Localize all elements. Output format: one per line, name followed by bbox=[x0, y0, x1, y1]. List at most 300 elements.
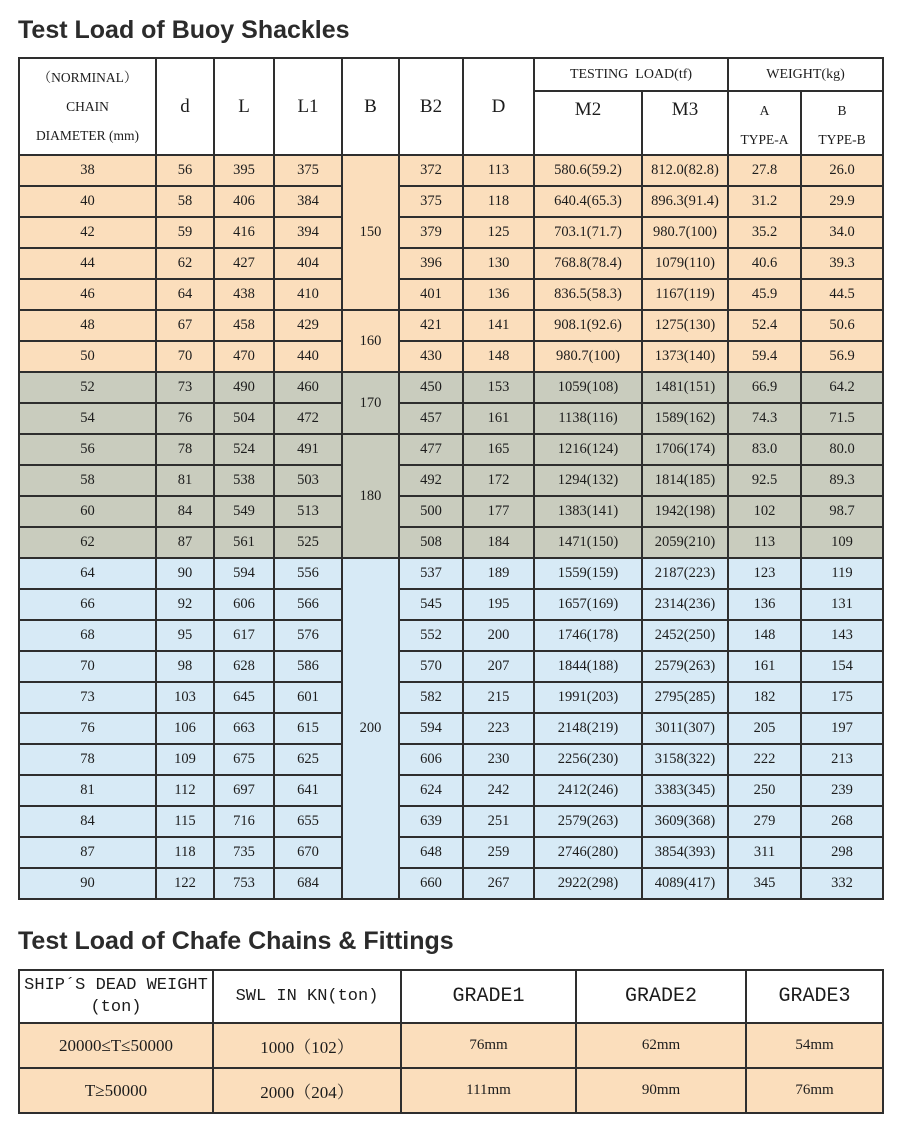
cell-b2: 606 bbox=[399, 744, 463, 775]
cell-l: 470 bbox=[214, 341, 274, 372]
cell-m3: 3158(322) bbox=[642, 744, 728, 775]
cell-d-cap: 184 bbox=[463, 527, 534, 558]
cell-d: 56 bbox=[156, 155, 214, 186]
cell-grade1: 111mm bbox=[401, 1068, 576, 1113]
cell-b-merged: 160 bbox=[342, 310, 399, 372]
cell-m2: 1059(108) bbox=[534, 372, 642, 403]
cell-weight-a: 279 bbox=[728, 806, 801, 837]
header-weight: WEIGHT(kg) bbox=[728, 58, 883, 91]
cell-l1: 440 bbox=[274, 341, 342, 372]
chafe-table-title: Test Load of Chafe Chains & Fittings bbox=[18, 927, 454, 955]
cell-weight-b: 64.2 bbox=[801, 372, 883, 403]
header-l1: L1 bbox=[274, 58, 342, 155]
cell-m2: 1216(124) bbox=[534, 434, 642, 465]
cell-weight-a: 52.4 bbox=[728, 310, 801, 341]
header-d: d bbox=[156, 58, 214, 155]
cell-weight-b: 143 bbox=[801, 620, 883, 651]
cell-l: 395 bbox=[214, 155, 274, 186]
cell-weight-b: 332 bbox=[801, 868, 883, 899]
cell-weight-a: 92.5 bbox=[728, 465, 801, 496]
header-d-cap: D bbox=[463, 58, 534, 155]
buoy-row bbox=[19, 465, 883, 496]
cell-chain-diameter: 42 bbox=[19, 217, 156, 248]
cell-weight-b: 119 bbox=[801, 558, 883, 589]
cell-weight-b: 26.0 bbox=[801, 155, 883, 186]
cell-weight-a: 205 bbox=[728, 713, 801, 744]
cell-weight-a: 182 bbox=[728, 682, 801, 713]
cell-weight-a: 136 bbox=[728, 589, 801, 620]
cell-l1: 513 bbox=[274, 496, 342, 527]
cell-grade2: 90mm bbox=[576, 1068, 746, 1113]
header-ship-dead-weight bbox=[19, 970, 213, 1023]
cell-m3: 3383(345) bbox=[642, 775, 728, 806]
buoy-row bbox=[19, 806, 883, 837]
cell-m3: 1079(110) bbox=[642, 248, 728, 279]
cell-d-cap: 148 bbox=[463, 341, 534, 372]
cell-b2: 421 bbox=[399, 310, 463, 341]
cell-l: 753 bbox=[214, 868, 274, 899]
buoy-row bbox=[19, 403, 883, 434]
cell-weight-b: 131 bbox=[801, 589, 883, 620]
cell-chain-diameter: 56 bbox=[19, 434, 156, 465]
cell-d: 95 bbox=[156, 620, 214, 651]
cell-d-cap: 130 bbox=[463, 248, 534, 279]
cell-l: 594 bbox=[214, 558, 274, 589]
cell-d-cap: 153 bbox=[463, 372, 534, 403]
cell-m3: 3011(307) bbox=[642, 713, 728, 744]
cell-d: 106 bbox=[156, 713, 214, 744]
cell-d-cap: 177 bbox=[463, 496, 534, 527]
cell-d: 76 bbox=[156, 403, 214, 434]
cell-d: 78 bbox=[156, 434, 214, 465]
cell-l: 735 bbox=[214, 837, 274, 868]
cell-m2: 1657(169) bbox=[534, 589, 642, 620]
cell-l1: 375 bbox=[274, 155, 342, 186]
cell-weight-a: 66.9 bbox=[728, 372, 801, 403]
header-l: L bbox=[214, 58, 274, 155]
cell-chain-diameter: 70 bbox=[19, 651, 156, 682]
cell-b2: 430 bbox=[399, 341, 463, 372]
cell-weight-a: 31.2 bbox=[728, 186, 801, 217]
cell-b2: 477 bbox=[399, 434, 463, 465]
cell-weight-a: 74.3 bbox=[728, 403, 801, 434]
cell-m3: 3609(368) bbox=[642, 806, 728, 837]
cell-m3: 1589(162) bbox=[642, 403, 728, 434]
cell-weight-b: 98.7 bbox=[801, 496, 883, 527]
cell-b-merged: 180 bbox=[342, 434, 399, 558]
cell-l: 524 bbox=[214, 434, 274, 465]
cell-l1: 394 bbox=[274, 217, 342, 248]
cell-chain-diameter: 87 bbox=[19, 837, 156, 868]
buoy-row bbox=[19, 837, 883, 868]
header-b-type: TYPE-B bbox=[818, 132, 866, 147]
cell-d: 73 bbox=[156, 372, 214, 403]
cell-grade3: 54mm bbox=[746, 1023, 883, 1068]
cell-chain-diameter: 76 bbox=[19, 713, 156, 744]
cell-chain-diameter: 46 bbox=[19, 279, 156, 310]
cell-l: 406 bbox=[214, 186, 274, 217]
cell-weight-b: 34.0 bbox=[801, 217, 883, 248]
cell-weight-b: 109 bbox=[801, 527, 883, 558]
cell-m3: 1275(130) bbox=[642, 310, 728, 341]
cell-d: 87 bbox=[156, 527, 214, 558]
cell-d-cap: 230 bbox=[463, 744, 534, 775]
buoy-row bbox=[19, 558, 883, 589]
buoy-row bbox=[19, 248, 883, 279]
cell-chain-diameter: 73 bbox=[19, 682, 156, 713]
cell-d: 84 bbox=[156, 496, 214, 527]
buoy-row bbox=[19, 868, 883, 899]
cell-b2: 582 bbox=[399, 682, 463, 713]
cell-weight-a: 222 bbox=[728, 744, 801, 775]
cell-d-cap: 172 bbox=[463, 465, 534, 496]
cell-d-cap: 165 bbox=[463, 434, 534, 465]
cell-m2: 1559(159) bbox=[534, 558, 642, 589]
header-chain-line3: DIAMETER (mm) bbox=[35, 128, 140, 143]
cell-weight-a: 345 bbox=[728, 868, 801, 899]
buoy-row bbox=[19, 341, 883, 372]
cell-l: 716 bbox=[214, 806, 274, 837]
cell-l1: 460 bbox=[274, 372, 342, 403]
header-b: B bbox=[342, 58, 399, 155]
cell-m2: 1294(132) bbox=[534, 465, 642, 496]
cell-l1: 525 bbox=[274, 527, 342, 558]
cell-m2: 2256(230) bbox=[534, 744, 642, 775]
cell-m2: 908.1(92.6) bbox=[534, 310, 642, 341]
cell-l1: 615 bbox=[274, 713, 342, 744]
header-a-type: TYPE-A bbox=[740, 132, 789, 147]
cell-l: 458 bbox=[214, 310, 274, 341]
chafe-table-body bbox=[19, 1023, 883, 1113]
cell-chain-diameter: 54 bbox=[19, 403, 156, 434]
cell-m2: 1471(150) bbox=[534, 527, 642, 558]
cell-chain-diameter: 60 bbox=[19, 496, 156, 527]
buoy-row bbox=[19, 186, 883, 217]
cell-m2: 768.8(78.4) bbox=[534, 248, 642, 279]
header-type-b bbox=[801, 91, 883, 155]
cell-weight-b: 213 bbox=[801, 744, 883, 775]
cell-chain-diameter: 40 bbox=[19, 186, 156, 217]
header-type-a bbox=[728, 91, 801, 155]
cell-b2: 537 bbox=[399, 558, 463, 589]
cell-weight-b: 239 bbox=[801, 775, 883, 806]
cell-chain-diameter: 78 bbox=[19, 744, 156, 775]
buoy-header-row-1 bbox=[19, 58, 883, 91]
buoy-table-body bbox=[19, 155, 883, 899]
cell-d: 59 bbox=[156, 217, 214, 248]
cell-b2: 375 bbox=[399, 186, 463, 217]
cell-d-cap: 118 bbox=[463, 186, 534, 217]
cell-m2: 980.7(100) bbox=[534, 341, 642, 372]
chafe-row bbox=[19, 1023, 883, 1068]
cell-chain-diameter: 90 bbox=[19, 868, 156, 899]
cell-b2: 500 bbox=[399, 496, 463, 527]
cell-d-cap: 223 bbox=[463, 713, 534, 744]
header-swl: SWL IN KN(ton) bbox=[213, 970, 401, 1023]
cell-chain-diameter: 58 bbox=[19, 465, 156, 496]
cell-l: 697 bbox=[214, 775, 274, 806]
cell-m2: 836.5(58.3) bbox=[534, 279, 642, 310]
chafe-row bbox=[19, 1068, 883, 1113]
buoy-row bbox=[19, 651, 883, 682]
cell-grade1: 76mm bbox=[401, 1023, 576, 1068]
buoy-row bbox=[19, 155, 883, 186]
buoy-row bbox=[19, 217, 883, 248]
cell-b2: 372 bbox=[399, 155, 463, 186]
cell-m3: 2314(236) bbox=[642, 589, 728, 620]
cell-l: 645 bbox=[214, 682, 274, 713]
header-b-letter: B bbox=[837, 103, 847, 118]
cell-chain-diameter: 81 bbox=[19, 775, 156, 806]
header-chain-line2: CHAIN bbox=[66, 98, 109, 114]
cell-l1: 576 bbox=[274, 620, 342, 651]
buoy-row bbox=[19, 589, 883, 620]
cell-l1: 491 bbox=[274, 434, 342, 465]
header-testing-load: TESTING LOAD(tf) bbox=[534, 58, 728, 91]
cell-m2: 1844(188) bbox=[534, 651, 642, 682]
cell-d: 67 bbox=[156, 310, 214, 341]
cell-m3: 812.0(82.8) bbox=[642, 155, 728, 186]
cell-weight-b: 71.5 bbox=[801, 403, 883, 434]
chafe-chains-table bbox=[18, 969, 884, 1114]
cell-b2: 648 bbox=[399, 837, 463, 868]
cell-d: 122 bbox=[156, 868, 214, 899]
header-a-letter: A bbox=[759, 103, 770, 118]
cell-weight-a: 161 bbox=[728, 651, 801, 682]
cell-weight-a: 148 bbox=[728, 620, 801, 651]
cell-m3: 980.7(100) bbox=[642, 217, 728, 248]
cell-d-cap: 141 bbox=[463, 310, 534, 341]
cell-chain-diameter: 68 bbox=[19, 620, 156, 651]
cell-chain-diameter: 62 bbox=[19, 527, 156, 558]
cell-b-merged: 170 bbox=[342, 372, 399, 434]
header-m3: M3 bbox=[642, 91, 728, 155]
cell-l: 427 bbox=[214, 248, 274, 279]
cell-b2: 594 bbox=[399, 713, 463, 744]
cell-l1: 503 bbox=[274, 465, 342, 496]
cell-b2: 660 bbox=[399, 868, 463, 899]
cell-m3: 2187(223) bbox=[642, 558, 728, 589]
cell-d-cap: 207 bbox=[463, 651, 534, 682]
cell-d: 64 bbox=[156, 279, 214, 310]
cell-m3: 2579(263) bbox=[642, 651, 728, 682]
cell-l1: 655 bbox=[274, 806, 342, 837]
buoy-row bbox=[19, 682, 883, 713]
cell-l1: 601 bbox=[274, 682, 342, 713]
header-grade3: GRADE3 bbox=[746, 970, 883, 1023]
cell-b2: 401 bbox=[399, 279, 463, 310]
cell-chain-diameter: 44 bbox=[19, 248, 156, 279]
buoy-row bbox=[19, 775, 883, 806]
header-grade2: GRADE2 bbox=[576, 970, 746, 1023]
cell-weight-a: 83.0 bbox=[728, 434, 801, 465]
buoy-row bbox=[19, 620, 883, 651]
cell-d: 70 bbox=[156, 341, 214, 372]
cell-d: 81 bbox=[156, 465, 214, 496]
cell-d: 58 bbox=[156, 186, 214, 217]
cell-d: 98 bbox=[156, 651, 214, 682]
cell-m2: 1383(141) bbox=[534, 496, 642, 527]
cell-l: 549 bbox=[214, 496, 274, 527]
cell-dead-weight: 20000≤T≤50000 bbox=[19, 1023, 213, 1068]
cell-d-cap: 200 bbox=[463, 620, 534, 651]
cell-weight-a: 102 bbox=[728, 496, 801, 527]
header-b2: B2 bbox=[399, 58, 463, 155]
cell-dead-weight: T≥50000 bbox=[19, 1068, 213, 1113]
cell-d-cap: 195 bbox=[463, 589, 534, 620]
cell-weight-a: 123 bbox=[728, 558, 801, 589]
header-ship-line1: SHIP´S DEAD WEIGHT bbox=[24, 976, 208, 996]
cell-m2: 580.6(59.2) bbox=[534, 155, 642, 186]
cell-m2: 2746(280) bbox=[534, 837, 642, 868]
cell-d: 62 bbox=[156, 248, 214, 279]
cell-l: 538 bbox=[214, 465, 274, 496]
cell-chain-diameter: 84 bbox=[19, 806, 156, 837]
cell-d-cap: 161 bbox=[463, 403, 534, 434]
cell-m2: 2579(263) bbox=[534, 806, 642, 837]
cell-weight-a: 311 bbox=[728, 837, 801, 868]
cell-chain-diameter: 64 bbox=[19, 558, 156, 589]
cell-l: 663 bbox=[214, 713, 274, 744]
cell-weight-a: 27.8 bbox=[728, 155, 801, 186]
cell-weight-a: 35.2 bbox=[728, 217, 801, 248]
cell-l: 628 bbox=[214, 651, 274, 682]
cell-b2: 545 bbox=[399, 589, 463, 620]
cell-b2: 396 bbox=[399, 248, 463, 279]
cell-m3: 1942(198) bbox=[642, 496, 728, 527]
cell-m2: 1138(116) bbox=[534, 403, 642, 434]
cell-l: 504 bbox=[214, 403, 274, 434]
cell-m2: 2922(298) bbox=[534, 868, 642, 899]
cell-l: 675 bbox=[214, 744, 274, 775]
cell-weight-b: 44.5 bbox=[801, 279, 883, 310]
cell-weight-a: 250 bbox=[728, 775, 801, 806]
header-chain-line1: （NORMINAL） bbox=[37, 69, 138, 85]
cell-weight-b: 29.9 bbox=[801, 186, 883, 217]
cell-l1: 384 bbox=[274, 186, 342, 217]
cell-m3: 1814(185) bbox=[642, 465, 728, 496]
cell-weight-a: 113 bbox=[728, 527, 801, 558]
cell-l1: 670 bbox=[274, 837, 342, 868]
cell-d: 112 bbox=[156, 775, 214, 806]
cell-b2: 552 bbox=[399, 620, 463, 651]
cell-m3: 896.3(91.4) bbox=[642, 186, 728, 217]
cell-l1: 641 bbox=[274, 775, 342, 806]
cell-m3: 1167(119) bbox=[642, 279, 728, 310]
cell-grade2: 62mm bbox=[576, 1023, 746, 1068]
cell-b2: 624 bbox=[399, 775, 463, 806]
header-grade1: GRADE1 bbox=[401, 970, 576, 1023]
cell-m2: 1746(178) bbox=[534, 620, 642, 651]
cell-weight-b: 80.0 bbox=[801, 434, 883, 465]
cell-l1: 472 bbox=[274, 403, 342, 434]
cell-b2: 492 bbox=[399, 465, 463, 496]
buoy-table-title: Test Load of Buoy Shackles bbox=[18, 16, 350, 44]
cell-m3: 1373(140) bbox=[642, 341, 728, 372]
cell-weight-a: 45.9 bbox=[728, 279, 801, 310]
cell-b-merged: 150 bbox=[342, 155, 399, 310]
cell-d-cap: 251 bbox=[463, 806, 534, 837]
cell-l: 490 bbox=[214, 372, 274, 403]
cell-m3: 2059(210) bbox=[642, 527, 728, 558]
cell-d: 118 bbox=[156, 837, 214, 868]
cell-m3: 1481(151) bbox=[642, 372, 728, 403]
cell-b-merged: 200 bbox=[342, 558, 399, 899]
cell-l1: 410 bbox=[274, 279, 342, 310]
cell-b2: 639 bbox=[399, 806, 463, 837]
cell-weight-b: 298 bbox=[801, 837, 883, 868]
cell-weight-b: 268 bbox=[801, 806, 883, 837]
cell-l: 617 bbox=[214, 620, 274, 651]
cell-d: 109 bbox=[156, 744, 214, 775]
cell-chain-diameter: 50 bbox=[19, 341, 156, 372]
buoy-row bbox=[19, 713, 883, 744]
cell-swl: 2000（204） bbox=[213, 1068, 401, 1113]
cell-weight-a: 59.4 bbox=[728, 341, 801, 372]
cell-weight-a: 40.6 bbox=[728, 248, 801, 279]
cell-b2: 450 bbox=[399, 372, 463, 403]
buoy-row bbox=[19, 496, 883, 527]
cell-l: 416 bbox=[214, 217, 274, 248]
buoy-row bbox=[19, 744, 883, 775]
cell-d-cap: 189 bbox=[463, 558, 534, 589]
cell-d: 92 bbox=[156, 589, 214, 620]
cell-chain-diameter: 48 bbox=[19, 310, 156, 341]
cell-d-cap: 259 bbox=[463, 837, 534, 868]
header-ship-line2: (ton) bbox=[90, 997, 142, 1017]
cell-l: 561 bbox=[214, 527, 274, 558]
cell-weight-b: 197 bbox=[801, 713, 883, 744]
cell-b2: 379 bbox=[399, 217, 463, 248]
cell-m3: 3854(393) bbox=[642, 837, 728, 868]
cell-m2: 1991(203) bbox=[534, 682, 642, 713]
cell-l1: 404 bbox=[274, 248, 342, 279]
header-chain-diameter bbox=[19, 58, 156, 155]
cell-d-cap: 267 bbox=[463, 868, 534, 899]
cell-l1: 566 bbox=[274, 589, 342, 620]
cell-weight-b: 50.6 bbox=[801, 310, 883, 341]
cell-d: 90 bbox=[156, 558, 214, 589]
cell-weight-b: 154 bbox=[801, 651, 883, 682]
cell-b2: 570 bbox=[399, 651, 463, 682]
buoy-row bbox=[19, 372, 883, 403]
buoy-shackles-table bbox=[18, 57, 884, 900]
cell-d-cap: 136 bbox=[463, 279, 534, 310]
cell-m3: 1706(174) bbox=[642, 434, 728, 465]
cell-l1: 586 bbox=[274, 651, 342, 682]
buoy-row bbox=[19, 310, 883, 341]
cell-m2: 640.4(65.3) bbox=[534, 186, 642, 217]
cell-chain-diameter: 38 bbox=[19, 155, 156, 186]
chafe-header-row bbox=[19, 970, 883, 1023]
buoy-row bbox=[19, 527, 883, 558]
buoy-row bbox=[19, 279, 883, 310]
cell-chain-diameter: 52 bbox=[19, 372, 156, 403]
cell-d-cap: 215 bbox=[463, 682, 534, 713]
cell-m3: 2452(250) bbox=[642, 620, 728, 651]
cell-b2: 457 bbox=[399, 403, 463, 434]
cell-weight-b: 175 bbox=[801, 682, 883, 713]
cell-weight-b: 56.9 bbox=[801, 341, 883, 372]
cell-l: 438 bbox=[214, 279, 274, 310]
cell-l1: 684 bbox=[274, 868, 342, 899]
cell-d: 115 bbox=[156, 806, 214, 837]
buoy-row bbox=[19, 434, 883, 465]
cell-d-cap: 242 bbox=[463, 775, 534, 806]
cell-weight-b: 89.3 bbox=[801, 465, 883, 496]
cell-m2: 2412(246) bbox=[534, 775, 642, 806]
cell-m2: 2148(219) bbox=[534, 713, 642, 744]
